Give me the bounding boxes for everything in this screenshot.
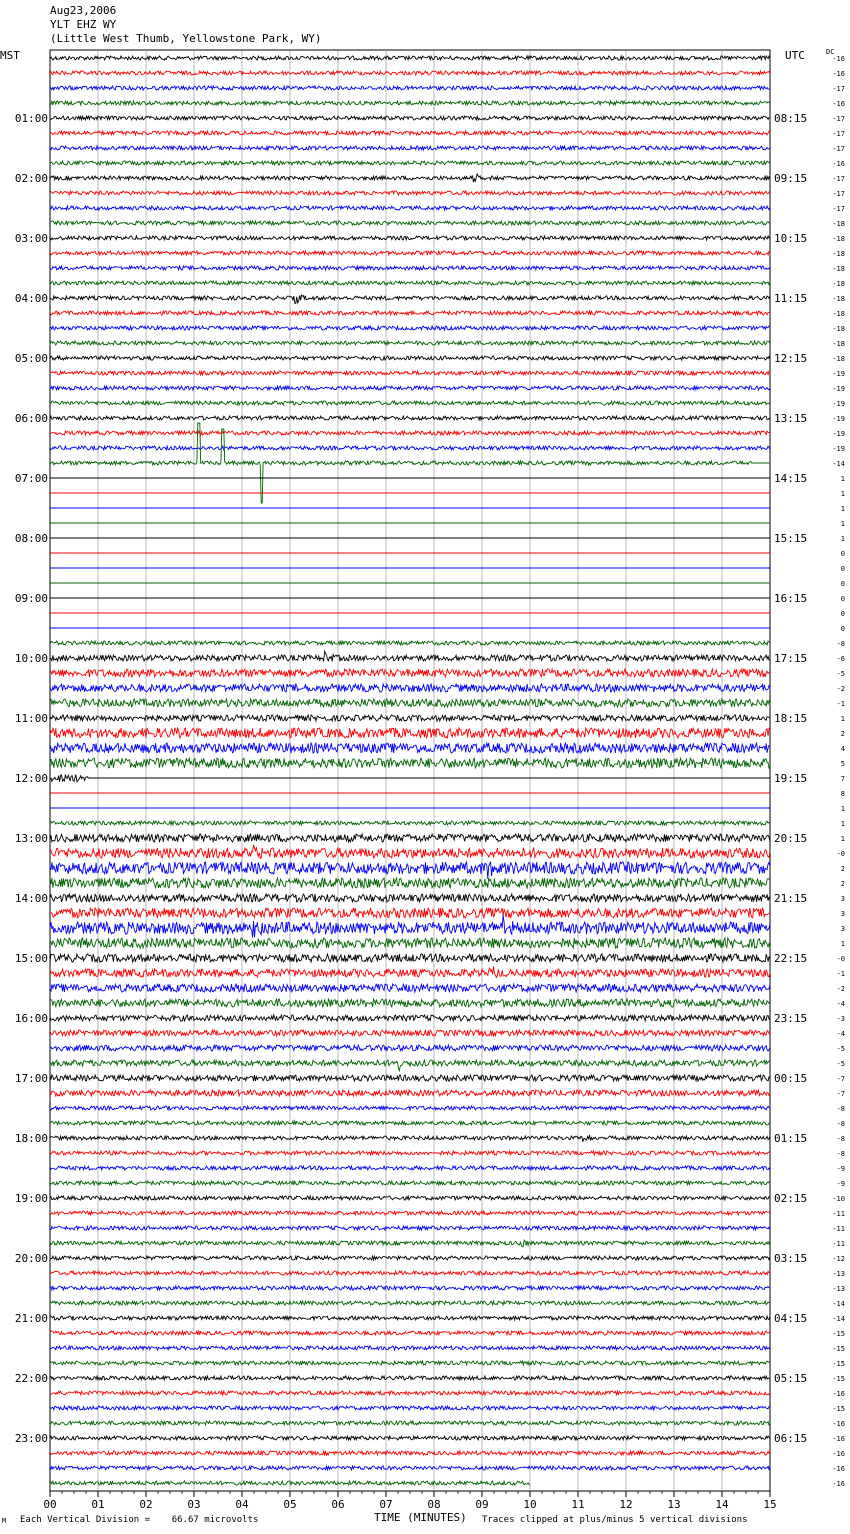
seismic-trace [50, 146, 770, 150]
seismic-trace [50, 341, 770, 345]
right-hour-label: 14:15 [774, 472, 808, 485]
dc-offset-value: -19 [832, 370, 845, 378]
clipping-note: Traces clipped at plus/minus 5 vertical divisions [482, 1515, 748, 1525]
seismic-trace [50, 728, 770, 738]
dc-offset-value: -18 [832, 220, 845, 228]
dc-offset-value: -11 [832, 1225, 845, 1233]
dc-offset-value: -16 [832, 160, 845, 168]
left-hour-label: 22:00 [14, 1372, 48, 1385]
right-hour-label: 17:15 [774, 652, 808, 665]
right-hour-label: 09:15 [774, 172, 808, 185]
dc-offset-value: -16 [832, 1450, 845, 1458]
seismic-trace [50, 1211, 770, 1215]
left-hour-label: 23:00 [14, 1432, 48, 1445]
seismic-trace [50, 206, 770, 210]
seismic-trace [50, 1135, 770, 1142]
seismic-trace [50, 1466, 770, 1470]
dc-offset-value: 0 [840, 625, 845, 633]
dc-offset-value: 8 [840, 790, 845, 798]
dc-offset-value: 1 [840, 940, 845, 948]
plot-frame [50, 50, 770, 1491]
seismic-trace [50, 86, 770, 90]
dc-offset-value: -13 [832, 1285, 845, 1293]
right-hour-label: 18:15 [774, 712, 808, 725]
seismic-trace [50, 1436, 770, 1440]
dc-offset-value: 1 [840, 475, 845, 483]
right-hour-label: 12:15 [774, 352, 808, 365]
dc-offset-value: 1 [840, 520, 845, 528]
dc-offset-value: 3 [840, 895, 845, 903]
dc-offset-value: -7 [836, 1075, 845, 1083]
left-hour-label: 15:00 [14, 952, 48, 965]
dc-offset-value: -17 [832, 85, 845, 93]
seismic-trace [50, 1451, 770, 1455]
x-tick-label: 04 [235, 1498, 249, 1511]
seismic-trace [50, 386, 770, 390]
seismic-trace [50, 1361, 770, 1365]
dc-offset-value: -17 [832, 130, 845, 138]
seismic-trace [50, 1121, 770, 1125]
dc-offset-value: -9 [836, 1180, 845, 1188]
seismic-trace [50, 715, 770, 721]
seismic-trace [50, 743, 770, 753]
dc-offset-value: -18 [832, 340, 845, 348]
dc-offset-value: 0 [840, 580, 845, 588]
right-hour-label: 06:15 [774, 1432, 808, 1445]
right-hour-label: 21:15 [774, 892, 808, 905]
seismic-trace [50, 699, 770, 707]
left-hour-label: 08:00 [14, 532, 48, 545]
dc-offset-value: -18 [832, 295, 845, 303]
dc-offset-value: -5 [836, 1060, 845, 1068]
seismic-trace [50, 1376, 770, 1380]
right-hour-label: 08:15 [774, 112, 808, 125]
dc-offset-value: -17 [832, 115, 845, 123]
seismic-trace [50, 1391, 770, 1395]
seismic-trace [50, 758, 770, 768]
x-tick-label: 05 [283, 1498, 297, 1511]
dc-offset-value: -17 [832, 205, 845, 213]
right-hour-label: 04:15 [774, 1312, 808, 1325]
seismic-trace [50, 191, 770, 195]
dc-offset-value: 1 [840, 835, 845, 843]
seismic-trace [50, 1075, 770, 1081]
seismic-trace [50, 431, 770, 435]
seismic-trace [50, 1226, 770, 1230]
dc-offset-value: 3 [840, 910, 845, 918]
left-hour-label: 01:00 [14, 112, 48, 125]
seismic-trace [50, 251, 770, 255]
x-tick-label: 03 [187, 1498, 201, 1511]
dc-offset-value: -18 [832, 310, 845, 318]
dc-offset-value: -10 [832, 1195, 845, 1203]
seismic-trace [50, 821, 770, 825]
dc-offset-value: -17 [832, 190, 845, 198]
seismic-trace [50, 295, 770, 303]
seismic-trace [50, 1331, 770, 1335]
seismic-trace [50, 236, 770, 240]
dc-offset-value: -0 [836, 850, 845, 858]
x-tick-label: 11 [571, 1498, 585, 1511]
left-hour-label: 04:00 [14, 292, 48, 305]
dc-offset-value: 1 [840, 535, 845, 543]
seismic-trace [50, 967, 770, 978]
dc-offset-value: -17 [832, 175, 845, 183]
seismic-trace [50, 641, 770, 645]
dc-offset-value: -6 [836, 655, 845, 663]
seismic-trace [50, 161, 770, 165]
left-hour-label: 18:00 [14, 1132, 48, 1145]
dc-offset-value: -19 [832, 400, 845, 408]
dc-offset-value: -7 [836, 1090, 845, 1098]
x-tick-label: 09 [475, 1498, 489, 1511]
x-tick-label: 01 [91, 1498, 105, 1511]
dc-offset-value: 1 [840, 820, 845, 828]
dc-offset-value: -15 [832, 1345, 845, 1353]
dc-offset-value: -9 [836, 1165, 845, 1173]
seismic-trace [50, 1151, 770, 1155]
left-hour-label: 09:00 [14, 592, 48, 605]
seismic-trace [50, 669, 770, 677]
seismic-trace [50, 1015, 770, 1021]
x-tick-label: 02 [139, 1498, 153, 1511]
seismic-trace [50, 1106, 770, 1110]
x-tick-label: 14 [715, 1498, 729, 1511]
dc-offset-value: -2 [836, 685, 845, 693]
dc-offset-value: -18 [832, 250, 845, 258]
x-tick-label: 15 [763, 1498, 777, 1511]
left-hour-label: 13:00 [14, 832, 48, 845]
dc-offset-value: 4 [840, 745, 845, 753]
seismic-trace [50, 1181, 770, 1185]
x-axis-title: TIME (MINUTES) [374, 1511, 467, 1524]
dc-offset-value: 2 [840, 880, 845, 888]
dc-offset-value: -8 [836, 1105, 845, 1113]
dc-offset-value: -1 [836, 970, 845, 978]
dc-offset-value: -1 [836, 700, 845, 708]
dc-offset-value: -18 [832, 235, 845, 243]
dc-offset-value: -19 [832, 415, 845, 423]
right-timezone-label: UTC [785, 49, 805, 62]
dc-offset-value: 3 [840, 925, 845, 933]
right-hour-label: 16:15 [774, 592, 808, 605]
dc-offset-value: 0 [840, 565, 845, 573]
dc-offset-value: -14 [832, 1300, 845, 1308]
dc-offset-value: 1 [840, 490, 845, 498]
plot-date: Aug23,2006 [50, 4, 117, 17]
right-hour-label: 15:15 [774, 532, 808, 545]
right-hour-label: 23:15 [774, 1012, 808, 1025]
dc-offset-value: -19 [832, 430, 845, 438]
seismic-trace [50, 311, 770, 315]
dc-offset-value: -3 [836, 1015, 845, 1023]
x-tick-label: 08 [427, 1498, 441, 1511]
seismic-trace [50, 954, 770, 962]
left-hour-label: 11:00 [14, 712, 48, 725]
right-hour-label: 02:15 [774, 1192, 808, 1205]
dc-offset-value: -14 [832, 460, 845, 468]
seismic-trace [50, 938, 770, 948]
seismic-trace [50, 999, 770, 1007]
seismic-trace [50, 416, 770, 420]
dc-offset-value: -16 [832, 1480, 845, 1488]
dc-offset-value: 5 [840, 760, 845, 768]
left-hour-label: 19:00 [14, 1192, 48, 1205]
seismic-trace [50, 834, 770, 842]
dc-offset-value: -8 [836, 640, 845, 648]
seismic-trace [50, 356, 770, 360]
dc-offset-value: -15 [832, 1330, 845, 1338]
seismic-trace [50, 1196, 770, 1200]
seismic-trace [50, 1421, 770, 1425]
dc-offset-value: -8 [836, 1135, 845, 1143]
seismic-trace [50, 684, 770, 692]
seismic-trace [50, 1271, 770, 1275]
seismic-trace [50, 401, 770, 405]
dc-offset-value: -16 [832, 1390, 845, 1398]
right-hour-label: 11:15 [774, 292, 808, 305]
left-hour-label: 07:00 [14, 472, 48, 485]
dc-offset-value: -12 [832, 1255, 845, 1263]
x-tick-label: 10 [523, 1498, 537, 1511]
seismic-trace [50, 326, 770, 330]
seismic-trace [50, 845, 770, 859]
seismic-trace [50, 1346, 770, 1350]
seismic-trace [50, 1060, 770, 1071]
dc-offset-value: -18 [832, 325, 845, 333]
x-tick-label: 00 [43, 1498, 57, 1511]
dc-offset-value: 1 [840, 505, 845, 513]
seismic-trace [50, 71, 770, 75]
right-hour-label: 01:15 [774, 1132, 808, 1145]
left-hour-label: 17:00 [14, 1072, 48, 1085]
dc-offset-value: 2 [840, 730, 845, 738]
seismic-trace [50, 878, 770, 888]
seismic-trace [50, 894, 770, 902]
dc-offset-value: -0 [836, 955, 845, 963]
dc-offset-value: 1 [840, 805, 845, 813]
seismic-trace [50, 446, 770, 450]
dc-offset-value: -16 [832, 55, 845, 63]
dc-offset-value: -16 [832, 1465, 845, 1473]
right-hour-label: 10:15 [774, 232, 808, 245]
dc-offset-value: -15 [832, 1360, 845, 1368]
dc-offset-value: -2 [836, 985, 845, 993]
right-hour-label: 00:15 [774, 1072, 808, 1085]
left-hour-label: 21:00 [14, 1312, 48, 1325]
dc-offset-value: -18 [832, 280, 845, 288]
dc-offset-value: -11 [832, 1240, 845, 1248]
dc-offset-value: -16 [832, 100, 845, 108]
dc-offset-value: -15 [832, 1375, 845, 1383]
x-tick-label: 07 [379, 1498, 393, 1511]
seismic-trace [50, 116, 770, 120]
dc-offset-value: -13 [832, 1270, 845, 1278]
dc-offset-value: -8 [836, 1150, 845, 1158]
seismic-trace [50, 1030, 770, 1036]
dc-offset-value: -15 [832, 1405, 845, 1413]
station-code: YLT EHZ WY [50, 18, 117, 31]
footer-mark: M [2, 1517, 7, 1525]
seismic-trace [50, 131, 770, 135]
dc-offset-value: -5 [836, 1045, 845, 1053]
seismic-trace [50, 1316, 770, 1320]
left-hour-label: 20:00 [14, 1252, 48, 1265]
dc-offset-value: -4 [836, 1000, 845, 1008]
right-hour-label: 13:15 [774, 412, 808, 425]
right-hour-label: 20:15 [774, 832, 808, 845]
seismic-trace [50, 423, 770, 503]
left-hour-label: 06:00 [14, 412, 48, 425]
seismic-trace [50, 174, 770, 182]
dc-offset-value: -19 [832, 445, 845, 453]
left-timezone-label: MST [0, 49, 20, 62]
dc-offset-value: 1 [840, 715, 845, 723]
x-tick-label: 13 [667, 1498, 681, 1511]
seismic-trace [50, 651, 770, 661]
seismic-trace [50, 775, 770, 782]
dc-offset-value: -4 [836, 1030, 845, 1038]
seismic-trace [50, 1301, 770, 1305]
right-hour-label: 22:15 [774, 952, 808, 965]
seismic-trace [50, 1166, 770, 1170]
seismic-trace [50, 266, 770, 270]
seismic-trace [50, 101, 770, 105]
dc-offset-value: -18 [832, 265, 845, 273]
dc-offset-value: 0 [840, 610, 845, 618]
x-tick-label: 12 [619, 1498, 633, 1511]
vertical-scale-note: Each Vertical Division = 66.67 microvolts [20, 1515, 259, 1525]
dc-offset-value: 2 [840, 865, 845, 873]
dc-offset-value: -14 [832, 1315, 845, 1323]
left-hour-label: 14:00 [14, 892, 48, 905]
dc-offset-value: -18 [832, 355, 845, 363]
seismic-trace [50, 908, 770, 918]
left-hour-label: 02:00 [14, 172, 48, 185]
dc-offset-value: 7 [840, 775, 845, 783]
seismic-trace [50, 56, 770, 60]
seismic-trace [50, 281, 770, 285]
dc-offset-value: -17 [832, 145, 845, 153]
dc-offset-value: -16 [832, 1435, 845, 1443]
dc-offset-value: -8 [836, 1120, 845, 1128]
seismic-trace [50, 1286, 770, 1290]
left-hour-label: 05:00 [14, 352, 48, 365]
right-hour-label: 19:15 [774, 772, 808, 785]
seismic-trace [50, 1406, 770, 1410]
seismic-trace [50, 221, 770, 225]
dc-offset-value: -5 [836, 670, 845, 678]
dc-offset-header: DC [826, 48, 835, 56]
right-hour-label: 03:15 [774, 1252, 808, 1265]
left-hour-label: 16:00 [14, 1012, 48, 1025]
x-tick-label: 06 [331, 1498, 345, 1511]
dc-offset-value: -16 [832, 70, 845, 78]
right-hour-label: 05:15 [774, 1372, 808, 1385]
seismic-trace [50, 1090, 770, 1096]
dc-offset-value: 0 [840, 550, 845, 558]
seismic-trace [50, 1045, 770, 1051]
station-location: (Little West Thumb, Yellowstone Park, WY) [50, 32, 322, 45]
dc-offset-value: -11 [832, 1210, 845, 1218]
seismic-trace [50, 1240, 770, 1247]
left-hour-label: 12:00 [14, 772, 48, 785]
left-hour-label: 03:00 [14, 232, 48, 245]
dc-offset-value: -16 [832, 1420, 845, 1428]
seismic-trace [50, 1256, 770, 1260]
seismic-trace [50, 371, 770, 375]
seismic-trace [50, 862, 770, 879]
dc-offset-value: -19 [832, 385, 845, 393]
dc-offset-value: 0 [840, 595, 845, 603]
left-hour-label: 10:00 [14, 652, 48, 665]
seismic-trace [50, 984, 770, 992]
